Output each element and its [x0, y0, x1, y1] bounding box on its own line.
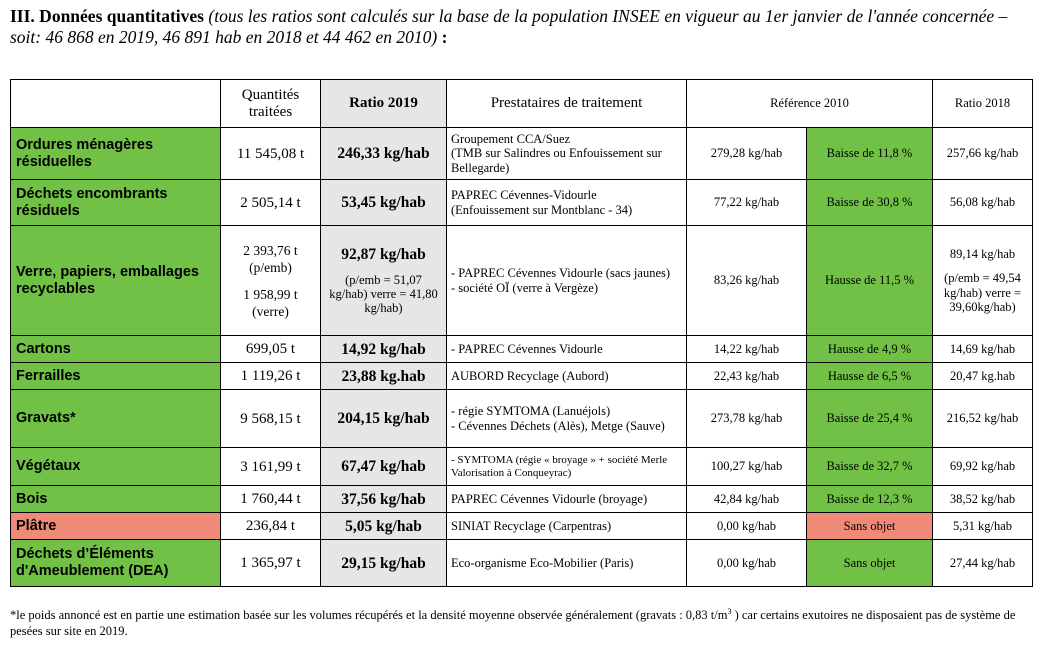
evolution-cell: Baisse de 11,8 % — [807, 128, 933, 180]
table-row — [11, 486, 1033, 513]
prestataire-cell: - SYMTOMA (régie « broyage » + société Merle Valorisation à Conqueyrac) — [447, 448, 687, 486]
header-category — [11, 80, 221, 128]
category-cell: Déchets d’Éléments d'Ameublement (DEA) — [11, 540, 221, 587]
table-row — [11, 448, 1033, 486]
category-cell: Cartons — [11, 336, 221, 363]
category-cell: Plâtre — [11, 513, 221, 540]
quantity-cell: 1 119,26 t — [221, 363, 321, 390]
ratio-2019-cell: 14,92 kg/hab — [321, 336, 447, 363]
prestataire-cell: PAPREC Cévennes-Vidourle (Enfouissement sur Montblanc - 34) — [447, 180, 687, 226]
table-row — [11, 336, 1033, 363]
category-cell: Ferrailles — [11, 363, 221, 390]
reference-2010-cell: 0,00 kg/hab — [687, 540, 807, 587]
heading-suffix: : — [437, 27, 448, 47]
header-ratio-2018: Ratio 2018 — [933, 80, 1033, 128]
reference-2010-cell: 0,00 kg/hab — [687, 513, 807, 540]
footnote-superscript: 3 — [727, 607, 732, 616]
table-row — [11, 226, 1033, 336]
prestataire-cell: PAPREC Cévennes Vidourle (broyage) — [447, 486, 687, 513]
ratio-2019-cell: 92,87 kg/hab (p/emb = 51,07 kg/hab) verre = 41,80 kg/hab) — [321, 226, 447, 336]
reference-2010-cell: 42,84 kg/hab — [687, 486, 807, 513]
ratio-2018-cell: 89,14 kg/hab (p/emb = 49,54 kg/hab) verre = 39,60kg/hab) — [933, 226, 1033, 336]
ratio-2019-cell: 5,05 kg/hab — [321, 513, 447, 540]
prestataire-cell: - régie SYMTOMA (Lanuéjols) - Cévennes Déchets (Alès), Metge (Sauve) — [447, 390, 687, 448]
quantity-cell: 3 161,99 t — [221, 448, 321, 486]
heading-note: (tous les ratios sont calculés sur la base de la population INSEE en vigueur au 1er janvier de l'année concernée – soit: 46 868 en 2019, 46 891 hab en 2018 et 44 462 en 2010) — [10, 6, 1008, 47]
prestataire-cell: - PAPREC Cévennes Vidourle (sacs jaunes) - société OÏ (verre à Vergèze) — [447, 226, 687, 336]
quantity-cell: 2 505,14 t — [221, 180, 321, 226]
category-cell: Déchets encombrants résiduels — [11, 180, 221, 226]
header-prestataires: Prestataires de traitement — [447, 80, 687, 128]
ratio-2019-cell: 53,45 kg/hab — [321, 180, 447, 226]
evolution-cell: Sans objet — [807, 513, 933, 540]
reference-2010-cell: 14,22 kg/hab — [687, 336, 807, 363]
reference-2010-cell: 83,26 kg/hab — [687, 226, 807, 336]
quantity-cell: 9 568,15 t — [221, 390, 321, 448]
section-heading — [10, 6, 1040, 48]
category-cell: Bois — [11, 486, 221, 513]
category-cell: Végétaux — [11, 448, 221, 486]
evolution-cell: Hausse de 6,5 % — [807, 363, 933, 390]
reference-2010-cell: 77,22 kg/hab — [687, 180, 807, 226]
ratio-2018-cell: 216,52 kg/hab — [933, 390, 1033, 448]
quantity-cell: 2 393,76 t (p/emb) 1 958,99 t (verre) — [221, 226, 321, 336]
reference-2010-cell: 22,43 kg/hab — [687, 363, 807, 390]
reference-2010-cell: 100,27 kg/hab — [687, 448, 807, 486]
ratio-2018-cell: 257,66 kg/hab — [933, 128, 1033, 180]
table-row — [11, 540, 1033, 587]
ratio-2018-cell: 38,52 kg/hab — [933, 486, 1033, 513]
evolution-cell: Hausse de 11,5 % — [807, 226, 933, 336]
table-row — [11, 180, 1033, 226]
ratio-2018-cell: 14,69 kg/hab — [933, 336, 1033, 363]
ratio-2019-cell: 246,33 kg/hab — [321, 128, 447, 180]
quantity-cell: 699,05 t — [221, 336, 321, 363]
evolution-cell: Baisse de 12,3 % — [807, 486, 933, 513]
table-row — [11, 513, 1033, 540]
evolution-cell: Baisse de 32,7 % — [807, 448, 933, 486]
ratio-2019-cell: 23,88 kg.hab — [321, 363, 447, 390]
ratio-2018-cell: 5,31 kg/hab — [933, 513, 1033, 540]
quantity-cell: 1 365,97 t — [221, 540, 321, 587]
prestataire-cell: - PAPREC Cévennes Vidourle — [447, 336, 687, 363]
prestataire-cell: Groupement CCA/Suez (TMB sur Salindres ou Enfouissement sur Bellegarde) — [447, 128, 687, 180]
category-cell: Gravats* — [11, 390, 221, 448]
header-quantities: Quantités traitées — [221, 80, 321, 128]
header-reference-2010: Référence 2010 — [687, 80, 933, 128]
table-row — [11, 390, 1033, 448]
ratio-2019-cell: 37,56 kg/hab — [321, 486, 447, 513]
evolution-cell: Sans objet — [807, 540, 933, 587]
prestataire-cell: SINIAT Recyclage (Carpentras) — [447, 513, 687, 540]
ratio-2018-cell: 27,44 kg/hab — [933, 540, 1033, 587]
evolution-cell: Hausse de 4,9 % — [807, 336, 933, 363]
ratio-2019-cell: 204,15 kg/hab — [321, 390, 447, 448]
table-row — [11, 128, 1033, 180]
data-table — [10, 79, 1033, 587]
footnote: *le poids annoncé est en partie une estimation basée sur les volumes récupérés et la densité moyenne observée généralement (gravats : 0,83 $t/m^3$ ) car certains exutoires ne disposaient pas de système de pesées sur site en 2019. — [10, 607, 1016, 639]
ratio-2019-cell: 29,15 kg/hab — [321, 540, 447, 587]
ratio-2018-cell: 56,08 kg/hab — [933, 180, 1033, 226]
prestataire-cell: Eco-organisme Eco-Mobilier (Paris) — [447, 540, 687, 587]
ratio-2019-cell: 67,47 kg/hab — [321, 448, 447, 486]
category-cell: Verre, papiers, emballages recyclables — [11, 226, 221, 336]
heading-title: III. Données quantitatives — [10, 6, 204, 26]
quantity-cell: 1 760,44 t — [221, 486, 321, 513]
evolution-cell: Baisse de 25,4 % — [807, 390, 933, 448]
reference-2010-cell: 273,78 kg/hab — [687, 390, 807, 448]
table-row — [11, 363, 1033, 390]
category-cell: Ordures ménagères résiduelles — [11, 128, 221, 180]
evolution-cell: Baisse de 30,8 % — [807, 180, 933, 226]
prestataire-cell: AUBORD Recyclage (Aubord) — [447, 363, 687, 390]
quantity-cell: 236,84 t — [221, 513, 321, 540]
header-ratio-2019: Ratio 2019 — [321, 80, 447, 128]
reference-2010-cell: 279,28 kg/hab — [687, 128, 807, 180]
header-row — [11, 80, 1033, 128]
ratio-2018-cell: 20,47 kg.hab — [933, 363, 1033, 390]
quantity-cell: 11 545,08 t — [221, 128, 321, 180]
ratio-2018-cell: 69,92 kg/hab — [933, 448, 1033, 486]
